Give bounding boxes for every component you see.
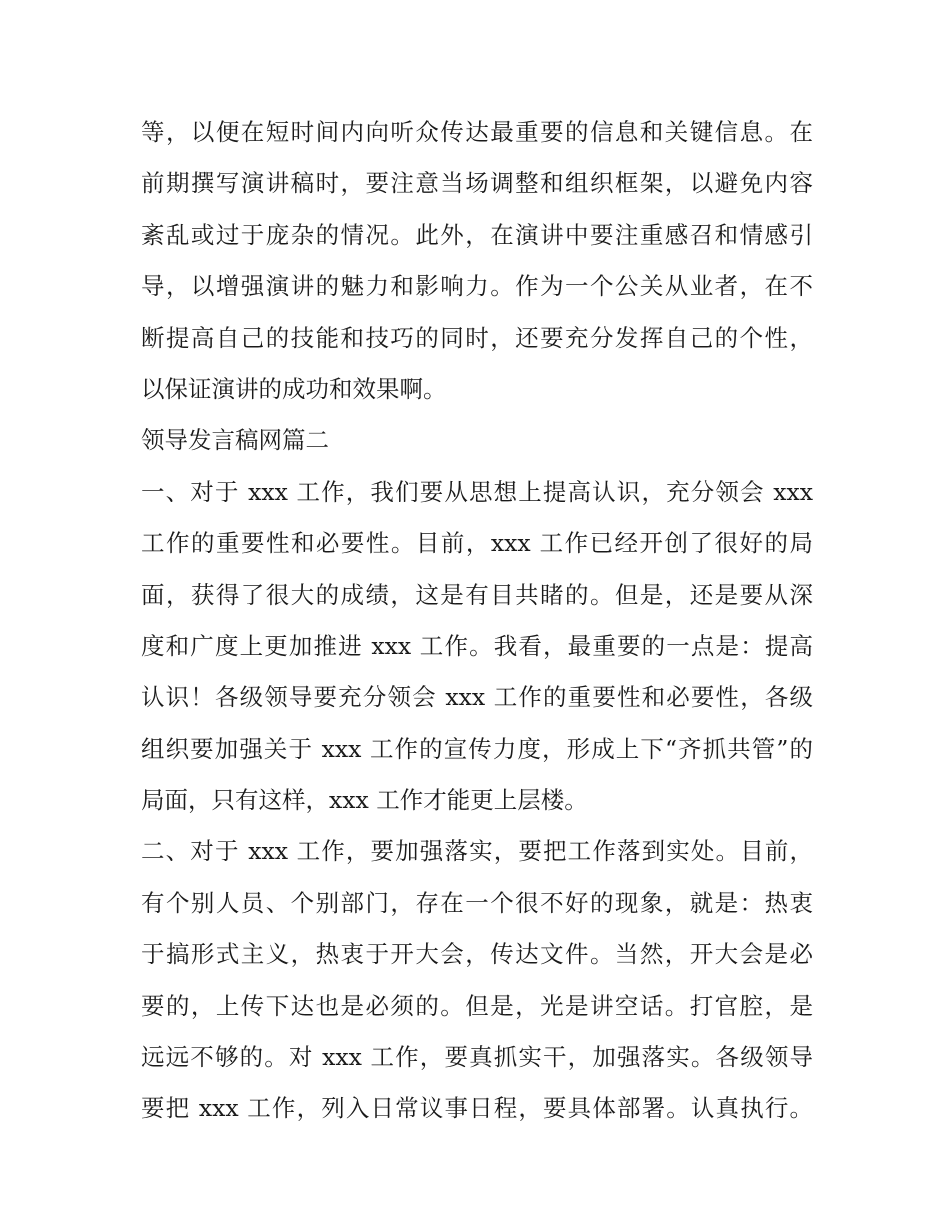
text-line: 前期撰写演讲稿时，要注意当场调整和组织框架，以避免内容 — [141, 169, 813, 198]
text-line: 面，获得了很大的成绩，这是有目共睹的。但是，还是要从深 — [141, 580, 813, 609]
text-line: 紊乱或过于庞杂的情况。此外，在演讲中要注重感召和情感引 — [141, 220, 813, 249]
text-line: 工作的重要性和必要性。目前，xxx 工作已经开创了很好的局 — [141, 529, 813, 558]
text-line: 要把 xxx 工作，列入日常议事日程，要具体部署。认真执行。 — [141, 1094, 813, 1123]
text-line: 以保证演讲的成功和效果啊。 — [141, 374, 447, 403]
text-line: 要的，上传下达也是必须的。但是，光是讲空话。打官腔，是 — [141, 991, 813, 1020]
text-line: 二、对于 xxx 工作，要加强落实，要把工作落到实处。目前， — [141, 837, 813, 866]
text-line: 远远不够的。对 xxx 工作，要真抓实干，加强落实。各级领导 — [141, 1043, 813, 1072]
text-line: 度和广度上更加推进 xxx 工作。我看，最重要的一点是：提高 — [141, 631, 813, 660]
text-line: 组织要加强关于 xxx 工作的宣传力度，形成上下“齐抓共管”的 — [141, 734, 813, 763]
text-line: 认识！各级领导要充分领会 xxx 工作的重要性和必要性，各级 — [141, 683, 813, 712]
text-line: 导，以增强演讲的魅力和影响力。作为一个公关从业者，在不 — [141, 272, 813, 301]
section-heading: 领导发言稿网篇二 — [141, 426, 329, 455]
text-line: 等，以便在短时间内向听众传达最重要的信息和关键信息。在 — [141, 118, 813, 146]
text-line: 断提高自己的技能和技巧的同时，还要充分发挥自己的个性， — [141, 323, 813, 352]
text-line: 局面，只有这样，xxx 工作才能更上层楼。 — [141, 786, 588, 815]
text-line: 有个别人员、个别部门，存在一个很不好的现象，就是：热衷 — [141, 888, 813, 917]
document-body — [141, 107, 813, 1135]
text-line: 于搞形式主义，热衷于开大会，传达文件。当然，开大会是必 — [141, 940, 813, 969]
text-line: 一、对于 xxx 工作，我们要从思想上提高认识，充分领会 xxx — [141, 477, 813, 506]
